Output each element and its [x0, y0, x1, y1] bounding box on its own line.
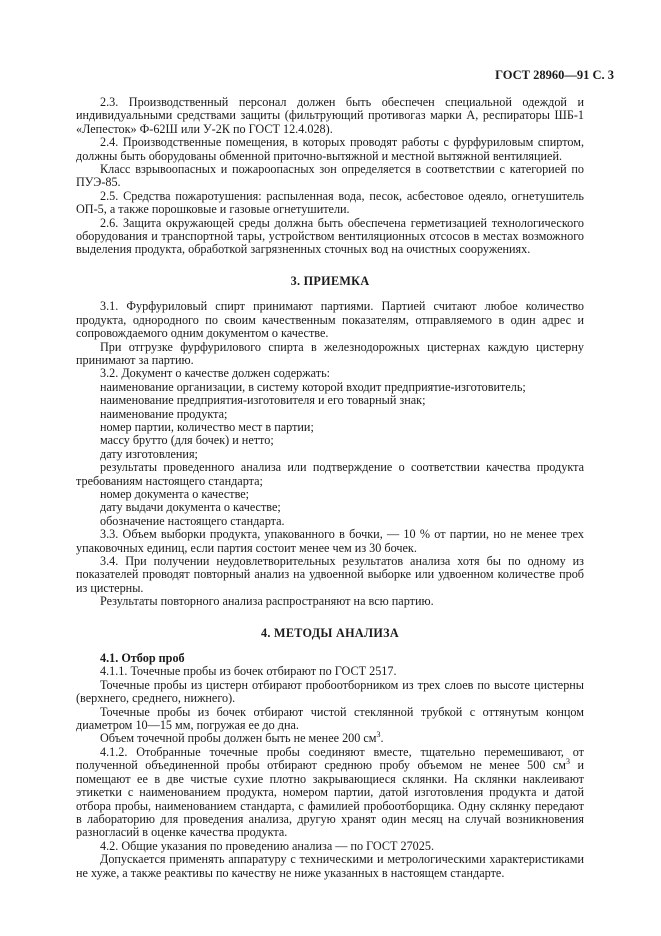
paragraph-2-5: 2.5. Средства пожаротушения: распыленная вода, песок, асбестовое одеяло, огнетушитель ОП-5, а также порошковые и газовые огнетушители.	[76, 188, 584, 217]
list-item: наименование предприятия-изготовителя и его товарный знак;	[100, 393, 426, 408]
list-item: номер партии, количество мест в партии;	[100, 419, 314, 434]
sample-text: 4.1.2. Отобранные точечные пробы соединяют вместе, тщательно перемешивают, от полученной объединенной пробы отбирают среднюю пробу объемом не менее 500 см	[76, 744, 584, 773]
page-header: ГОСТ 28960—91 С. 3	[495, 68, 614, 82]
paragraph-4-1-1-tanks: Точечные пробы из цистерн отбирают пробоотборником из трех слоев по высоте цистерны (верхнего, среднего, нижнего).	[76, 677, 584, 706]
volume-superscript: 3	[376, 730, 381, 740]
list-item: наименование организации, в систему которой входит предприятие-изготовитель;	[100, 379, 526, 394]
paragraph-3-3: 3.3. Объем выборки продукта, упакованного в бочки, — 10 % от партии, но не менее трех упаковочных единиц, если партия состоит менее чем из 30 бочек.	[76, 527, 584, 555]
subsection-4-1-heading: 4.1. Отбор проб	[100, 651, 185, 666]
section-3-heading: 3. ПРИЕМКА	[290, 273, 370, 288]
quality-document-list	[76, 381, 584, 528]
paragraph-2-6: 2.6. Защита окружающей среды должна быть обеспечена герметизацией технологического оборудования и транспортной тары, устройством вентиляционных отсосов в местах возможного выделения продукта, обработкой загрязненных сточных вод на очистных сооружениях.	[76, 215, 584, 257]
list-item: дату изготовления;	[100, 446, 198, 461]
paragraph-2-3: 2.3. Производственный персонал должен быть обеспечен специальной одеждой и индивидуальными средствами защиты (фильтрующий противогаз марки А, респираторы ШБ-1 «Лепесток» Ф-62Ш или У-2К по ГОСТ 12.4.028).	[76, 95, 584, 136]
paragraph-3-1-tanks: При отгрузке фурфурилового спирта в железнодорожных цистернах каждую цистерну принимают за партию.	[76, 339, 584, 367]
paragraph-4-1-1-barrels: Точечные пробы из бочек отбирают чистой стеклянной трубкой с оттянутым концом диаметром 10—15 мм, погружая ее до дна.	[76, 704, 584, 733]
sample-text-end: и помещают ее в две чистые сухие плотно закрывающиеся склянки. На склянки наклеивают этикетки с наименованием продукта, номером партии, датой изготовления продукта и датой отбора пробы, наименованием стандарта, с фамилией пробоотборщика. Одну склянку передают в лабораторию для проведения анализа, другую хранят один месяц на случай возникновения разногласий в оценке качества продукта.	[76, 758, 584, 840]
section-4-heading: 4. МЕТОДЫ АНАЛИЗА	[260, 625, 400, 640]
list-item: массу брутто (для бочек) и нетто;	[100, 433, 274, 448]
paragraph-3-4: 3.4. При получении неудовлетворительных результатов анализа хотя бы по одному из показателей проводят повторный анализ на удвоенной выборке или удвоенном количестве проб из цистерны.	[76, 554, 584, 595]
paragraph-4-2-equipment: Допускается применять аппаратуру с техническими и метрологическими характеристиками не хуже, а также реактивы по качеству не ниже указанных в настоящем стандарте.	[76, 852, 584, 880]
list-item: номер документа о качестве;	[100, 486, 250, 501]
list-item: обозначение настоящего стандарта.	[100, 513, 285, 528]
paragraph-4-1-1: 4.1.1. Точечные пробы из бочек отбирают по ГОСТ 2517.	[100, 664, 397, 679]
paragraph-4-1-1-volume	[76, 732, 584, 745]
paragraph-3-2: 3.2. Документ о качестве должен содержать:	[100, 366, 331, 381]
volume-text: Объем точечной пробы должен быть не менее 200 см	[100, 731, 377, 746]
sample-superscript: 3	[566, 757, 571, 767]
volume-text-end: .	[380, 731, 384, 746]
paragraph-3-1: 3.1. Фурфуриловый спирт принимают партиями. Партией считают любое количество продукта, однородного по своим качественным показателям, отправляемого в один адрес и сопровождаемого одним документом о качестве.	[76, 299, 584, 341]
paragraph-4-2: 4.2. Общие указания по проведению анализа — по ГОСТ 27025.	[100, 838, 435, 853]
document-body	[76, 96, 584, 880]
paragraph-2-4-zones: Класс взрывоопасных и пожароопасных зон определяется в соответствии с категорией по ПУЭ-85.	[76, 162, 584, 190]
list-item: результаты проведенного анализа или подтверждение о соответствии качества продукта требованиям настоящего стандарта;	[76, 460, 584, 488]
list-item: наименование продукта;	[100, 406, 228, 421]
list-item: дату выдачи документа о качестве;	[100, 500, 281, 515]
paragraph-3-4-results: Результаты повторного анализа распространяют на всю партию.	[100, 594, 434, 609]
paragraph-2-4: 2.4. Производственные помещения, в которых проводят работы с фурфуриловым спиртом, должны быть оборудованы обменной приточно-вытяжной и местной вытяжной вентиляцией.	[76, 135, 584, 163]
paragraph-4-1-2	[76, 746, 584, 840]
